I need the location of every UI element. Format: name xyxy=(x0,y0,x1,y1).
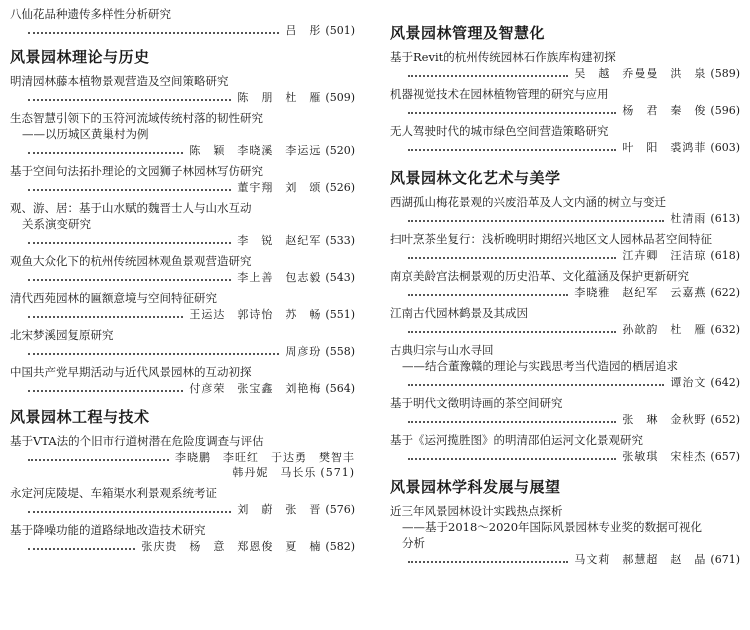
entry-title: 扫叶烹茶坐复行：浅析晚明时期绍兴地区文人园林品茗空间特征 xyxy=(390,232,712,246)
entry-authors: 马文莉 郝慧超 赵 晶 xyxy=(574,553,707,566)
section-title: 风景园林工程与技术 xyxy=(10,408,150,426)
entry-author-line xyxy=(390,552,740,567)
entry-title: 永定河庑陵堤、车箱渠水利景观系统考证 xyxy=(10,486,217,500)
leader-dots xyxy=(408,220,664,222)
entry-author-line xyxy=(390,285,740,300)
leader-dots xyxy=(408,75,568,77)
leader-dots xyxy=(408,421,616,423)
leader-dots xyxy=(408,149,616,151)
entry-page: (613) xyxy=(710,212,740,225)
entry-title: 基于明代文徵明诗画的茶空间研究 xyxy=(390,396,563,410)
entry-author-line xyxy=(390,412,740,427)
entry-subtitle: ——结合董豫赣的理论与实践思考当代造园的栖居追求 xyxy=(402,359,678,373)
entry-title: 八仙花品种遗传多样性分析研究 xyxy=(10,7,171,21)
entry-author-line xyxy=(10,344,355,359)
leader-dots xyxy=(28,99,231,101)
entry-authors: 张庆贵 杨 意 郑恩俊 夏 楠 xyxy=(141,540,322,553)
leader-dots xyxy=(28,242,231,244)
entry-page: (576) xyxy=(325,503,355,516)
entry-title: 清代西苑园林的匾额意境与空间特征研究 xyxy=(10,291,217,305)
entry-title: 基于Revit的杭州传统园林石作族库构建初探 xyxy=(390,50,616,64)
entry-author-line xyxy=(10,143,355,158)
entry-page: (632) xyxy=(710,323,740,336)
entry-page: (618) xyxy=(710,249,740,262)
entry-title: 中国共产党早期活动与近代风景园林的互动初探 xyxy=(10,365,252,379)
toc-entry[interactable] xyxy=(390,305,740,337)
entry-author-line xyxy=(390,211,740,226)
leader-dots xyxy=(28,459,169,461)
entry-title: 无人驾驶时代的城市绿色空间营造策略研究 xyxy=(390,124,609,138)
leader-dots xyxy=(408,384,664,386)
entry-author-line xyxy=(10,381,355,396)
toc-entry[interactable] xyxy=(10,522,355,554)
toc-entry[interactable] xyxy=(10,433,355,480)
leader-dots xyxy=(28,32,279,34)
leader-dots xyxy=(28,353,279,355)
entry-authors: 杜清雨 xyxy=(670,212,707,225)
entry-author-line xyxy=(390,140,740,155)
toc-entry[interactable] xyxy=(10,290,355,322)
toc-entry[interactable] xyxy=(390,123,740,155)
leader-dots xyxy=(28,189,231,191)
entry-page: (551) xyxy=(325,308,355,321)
toc-entry[interactable] xyxy=(390,432,740,464)
entry-author-line xyxy=(10,233,355,248)
entry-authors: 李晓雅 赵纪军 云嘉燕 xyxy=(574,286,707,299)
entry-authors: 谭治文 xyxy=(670,376,707,389)
entry-title: 基于降噪功能的道路绿地改造技术研究 xyxy=(10,523,206,537)
entry-page: (657) xyxy=(710,450,740,463)
entry-authors: 张 琳 金秋野 xyxy=(622,413,707,426)
entry-subtitle: ——以历城区黄巢村为例 xyxy=(22,127,149,141)
entry-authors: 董宇翔 刘 颂 xyxy=(237,181,322,194)
entry-title: 南京美龄宫法桐景观的历史沿革、文化蕴涵及保护更新研究 xyxy=(390,269,689,283)
entry-authors: 陈 朋 杜 雁 xyxy=(237,91,322,104)
entry-title: 生态智慧引领下的玉符河流域传统村落的韧性研究 xyxy=(10,111,263,125)
entry-authors: 吕 彤 xyxy=(285,24,322,37)
toc-entry[interactable] xyxy=(390,194,740,226)
toc-entry[interactable] xyxy=(390,231,740,263)
toc-entry[interactable] xyxy=(390,268,740,300)
section-entries xyxy=(390,49,740,155)
section-entries xyxy=(390,503,740,567)
entry-page: (596) xyxy=(710,104,740,117)
leader-dots xyxy=(408,561,568,563)
entry-author-line xyxy=(390,248,740,263)
left-column xyxy=(10,0,355,559)
entry-author-line xyxy=(10,307,355,322)
entry-authors: 孙歆韵 杜 雁 xyxy=(622,323,707,336)
entry-page: (501) xyxy=(325,24,355,37)
entry-title: 西湖孤山梅花景观的兴废沿革及人文内涵的树立与变迁 xyxy=(390,195,666,209)
leader-dots xyxy=(28,548,135,550)
entry-title: 观、游、居：基于山水赋的魏晋士人与山水互动 xyxy=(10,201,252,215)
entry-page: (520) xyxy=(325,144,355,157)
entry-authors: 付彦荣 张宝鑫 刘艳梅 xyxy=(189,382,322,395)
entry-page: (533) xyxy=(325,234,355,247)
entry-authors: 陈 颖 李晓溪 李运远 xyxy=(189,144,322,157)
entry-authors: 张敏琪 宋桂杰 xyxy=(622,450,707,463)
entry-author-line xyxy=(10,465,355,480)
toc-entry[interactable] xyxy=(10,253,355,285)
entry-author-line xyxy=(10,450,355,465)
section-title: 风景园林文化艺术与美学 xyxy=(390,169,561,187)
section-title: 风景园林理论与历史 xyxy=(10,48,150,66)
entry-page: (571) xyxy=(320,466,355,479)
entry-author-line xyxy=(390,103,740,118)
entry-title: 古典归宗与山水寻回 xyxy=(390,343,494,357)
entry-title: 近三年风景园林设计实践热点探析 xyxy=(390,504,563,518)
entry-author-line xyxy=(10,502,355,517)
entry-authors: 叶 阳 裘鸿菲 xyxy=(622,141,707,154)
entry-authors: 王运达 郭诗怡 苏 畅 xyxy=(189,308,322,321)
toc-entry[interactable] xyxy=(10,6,355,38)
toc-entry[interactable] xyxy=(10,200,355,248)
toc-entry[interactable] xyxy=(10,163,355,195)
toc-entry[interactable] xyxy=(390,503,740,567)
entry-page: (642) xyxy=(710,376,740,389)
toc-entry[interactable] xyxy=(10,327,355,359)
toc-entry[interactable] xyxy=(10,364,355,396)
leader-dots xyxy=(28,511,231,513)
leader-dots xyxy=(408,112,616,114)
leader-dots xyxy=(408,331,616,333)
section-title: 风景园林学科发展与展望 xyxy=(390,478,561,496)
leader-dots xyxy=(408,294,568,296)
entry-authors: 李 锐 赵纪军 xyxy=(237,234,322,247)
entry-author-line xyxy=(10,180,355,195)
entry-page: (652) xyxy=(710,413,740,426)
entry-author-line xyxy=(10,90,355,105)
toc-entry[interactable] xyxy=(390,86,740,118)
entry-authors: 周彦玢 xyxy=(285,345,322,358)
entry-page: (622) xyxy=(710,286,740,299)
entry-title: 基于《运河揽胜图》的明清邵伯运河文化景观研究 xyxy=(390,433,643,447)
toc-entry[interactable] xyxy=(10,73,355,105)
entry-authors: 刘 蔚 张 晋 xyxy=(237,503,322,516)
entry-title: 北宋梦溪园复原研究 xyxy=(10,328,114,342)
entry-page: (589) xyxy=(710,67,740,80)
entry-subtitle: 关系演变研究 xyxy=(22,217,91,231)
entry-author-line xyxy=(390,322,740,337)
leader-dots xyxy=(408,458,616,460)
entry-page: (603) xyxy=(710,141,740,154)
entry-author-line xyxy=(10,539,355,554)
entry-subtitle: ——基于2018～2020年国际风景园林专业奖的数据可视化 xyxy=(402,520,703,534)
leader-dots xyxy=(28,390,183,392)
entry-authors: 杨 君 秦 俊 xyxy=(622,104,707,117)
entry-authors: 李上善 包志毅 xyxy=(237,271,322,284)
entry-page: (543) xyxy=(325,271,355,284)
entry-page: (582) xyxy=(325,540,355,553)
leader-dots xyxy=(408,257,616,259)
entry-title: 基于VTA法的个旧市行道树潜在危险度调查与评估 xyxy=(10,434,264,448)
entry-page: (526) xyxy=(325,181,355,194)
entry-title: 基于空间句法拓扑理论的文园狮子林园林写仿研究 xyxy=(10,164,263,178)
entry-author-line xyxy=(10,23,355,38)
toc-entry[interactable] xyxy=(390,342,740,390)
section-entries xyxy=(10,433,355,554)
entry-page: (558) xyxy=(325,345,355,358)
entry-title: 机器视觉技术在园林植物管理的研究与应用 xyxy=(390,87,609,101)
entry-page: (509) xyxy=(325,91,355,104)
toc-entry[interactable] xyxy=(10,110,355,158)
entry-title: 明清园林藤本植物景观营造及空间策略研究 xyxy=(10,74,229,88)
leader-dots xyxy=(28,279,231,281)
toc-entry[interactable] xyxy=(390,49,740,81)
section-title: 风景园林管理及智慧化 xyxy=(390,24,546,42)
section-entries xyxy=(10,73,355,396)
leader-dots xyxy=(28,316,183,318)
toc-entry[interactable] xyxy=(10,485,355,517)
entry-author-line xyxy=(10,270,355,285)
entry-authors: 韩丹妮 马长乐 xyxy=(232,466,317,479)
entry-authors: 李晓鹏 李旺红 于达勇 樊智丰 xyxy=(175,451,355,464)
entry-title: 观鱼大众化下的杭州传统园林观鱼景观营造研究 xyxy=(10,254,252,268)
entry-page: (564) xyxy=(325,382,355,395)
entry-authors: 江卉卿 汪洁琼 xyxy=(622,249,707,262)
entry-title: 江南古代园林鹤景及其成因 xyxy=(390,306,528,320)
entry-page: (671) xyxy=(710,553,740,566)
entry-author-line xyxy=(390,449,740,464)
toc-entry[interactable] xyxy=(390,395,740,427)
right-column xyxy=(390,0,740,572)
entry-authors: 吴 越 乔曼曼 洪 泉 xyxy=(574,67,707,80)
entry-author-line xyxy=(390,375,740,390)
section-entries xyxy=(390,194,740,464)
entry-subtitle: 分析 xyxy=(402,536,425,550)
leader-dots xyxy=(28,152,183,154)
entry-author-line xyxy=(390,66,740,81)
